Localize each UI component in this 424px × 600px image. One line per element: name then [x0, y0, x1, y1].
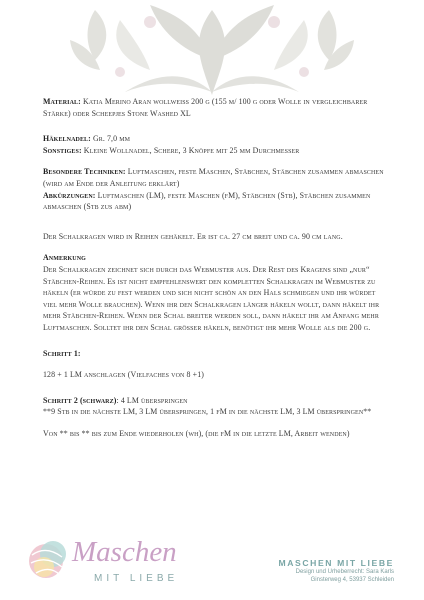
footer-title: MASCHEN MIT LIEBE	[278, 558, 394, 568]
material-label: Material:	[43, 97, 81, 106]
abkuerzungen-text: Luftmaschen (LM), feste Maschen (fM), Stäbchen (Stb), Stäbchen zusammen abmaschen (Stb zus abm)	[43, 190, 371, 212]
intro-paragraph: Der Schalkragen wird in Reihen gehäkelt. Er ist ca. 27 cm breit und ca. 90 cm lang.	[43, 231, 343, 241]
techniken-label: Besondere Techniken:	[43, 167, 126, 177]
schritt2-line3: Von ** bis ** bis zum Ende wiederholen (wh), (die fM in die letzte LM, Arbeit wenden)	[43, 428, 350, 438]
anmerkung-heading: Anmerkung	[43, 253, 86, 263]
haekelnadel-paragraph	[43, 133, 388, 145]
svg-text:Maschen: Maschen	[72, 536, 177, 568]
techniken-text: Luftmaschen, feste Maschen, Stäbchen, Stäbchen zusammen abmaschen (wird am Ende der Anleitung erklärt)	[43, 167, 384, 188]
haekelnadel-text: Gr. 7,0 mm	[90, 134, 131, 144]
schritt2-line2: **9 Stb in die nächste LM, 3 LM überspringen, 1 fM in die nächste LM, 3 LM überspringen**	[43, 407, 372, 417]
schritt1-heading: Schritt 1:	[43, 348, 81, 358]
techniken-paragraph	[43, 166, 388, 189]
footer-credits	[224, 558, 394, 584]
floral-ornament	[0, 0, 424, 95]
abkuerzungen-label: Abkürzungen:	[43, 190, 96, 200]
sonstiges-paragraph	[43, 145, 388, 157]
pattern-content	[43, 96, 388, 439]
schritt1-text: 128 + 1 LM anschlagen (Vielfaches von 8 +1)	[43, 370, 204, 380]
footer-copyright: Design und Urheberrecht: Sara Karls	[295, 569, 394, 575]
abkuerzungen-paragraph	[43, 190, 388, 213]
sonstiges-text: Kleine Wollnadel, Schere, 3 Knöpfe mit 25 mm Durchmesser	[81, 145, 300, 155]
material-text: Katia Merino Aran wollweiss 200 g (155 m/ 100 g oder Wolle in vergleichbarer Stärke) oder Scheepjes Stone Washed XL	[43, 97, 368, 118]
material-paragraph	[43, 96, 388, 119]
schritt2-heading: Schritt 2 (schwarz): 4 LM überspringen	[43, 395, 188, 405]
maschen-mit-liebe-logo	[22, 525, 212, 595]
sonstiges-label: Sonstiges:	[43, 145, 82, 155]
anmerkung-text: Der Schalkragen zeichnet sich durch das Webmuster aus. Der Rest des Kragens sind „nur“ Stäbchen-Reihen. Es ist nicht empfehlenswert den kompletten Schalkragen im Webmuster zu häkeln (er würde zu fest werden und sich nicht schön an den Hals schmiegen und ihr würdet viel mehr Wolle brauchen). Wenn ihr den Schalkragen länger häkeln wollt, dann häkelt ihr mehr Stäbchen-Reihen. Wenn der Schal breiter werden soll, dann häkelt ihr am Anfang mehr Luftmaschen. Solltet ihr den Schal grösser häkeln, benötigt ihr mehr Wolle als die 200 g.	[43, 264, 380, 332]
yarn-ball-icon	[22, 525, 212, 595]
haekelnadel-label: Häkelnadel:	[43, 134, 91, 144]
svg-text:MIT LIEBE: MIT LIEBE	[94, 573, 179, 584]
footer-address: Ginsterweg 4, 53937 Schleiden	[310, 577, 394, 583]
